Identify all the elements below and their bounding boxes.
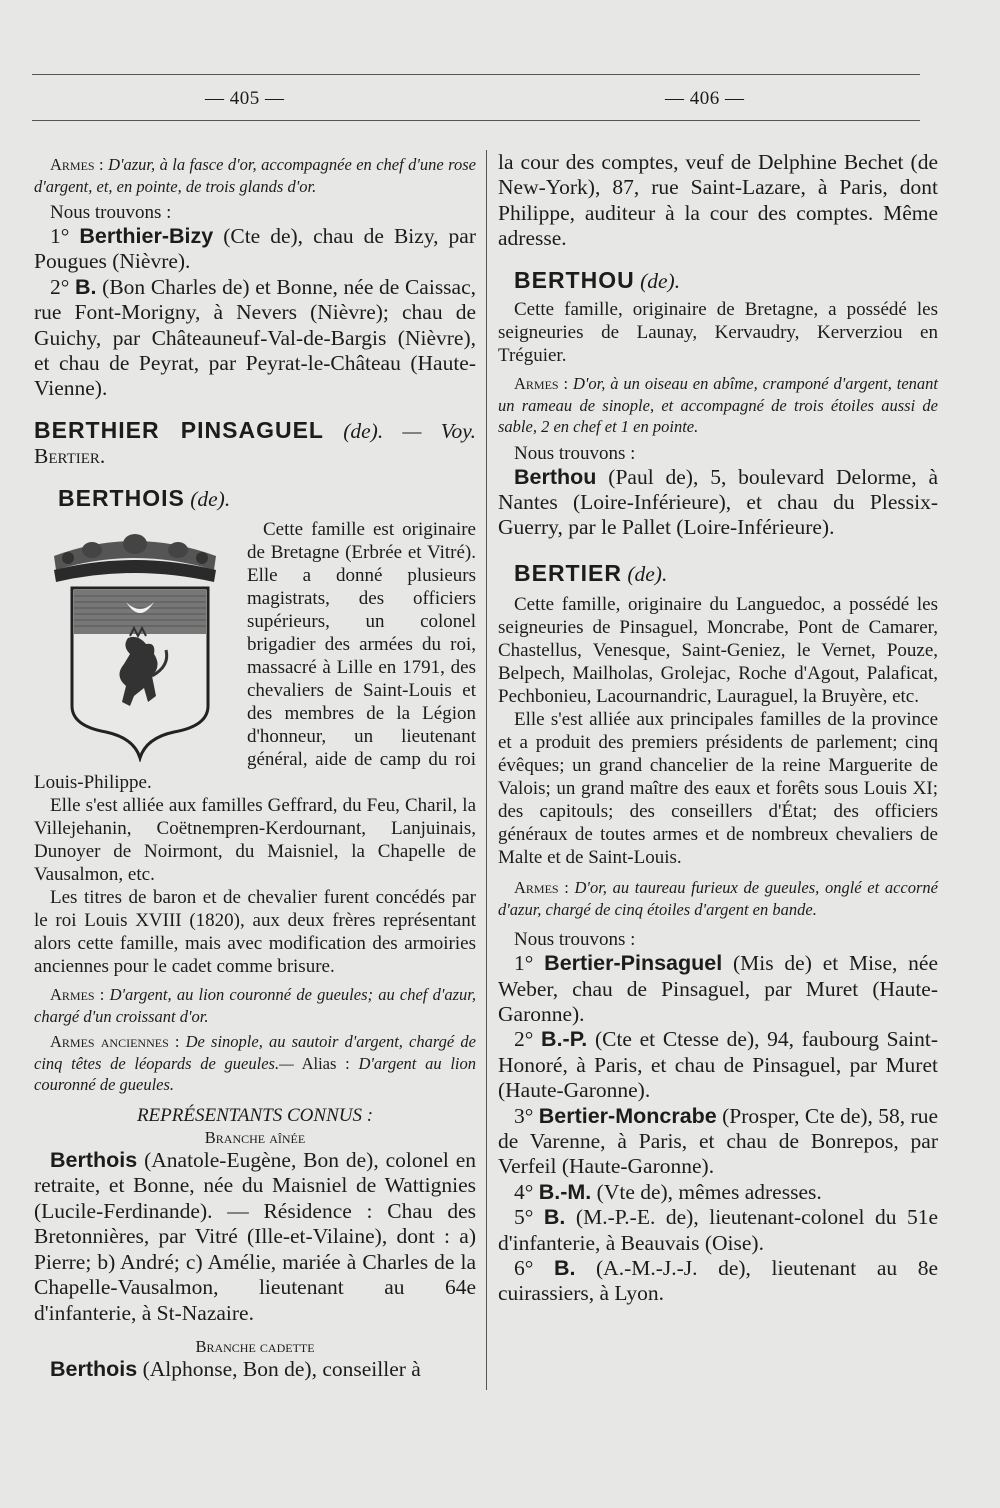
heading-particle: (de). [627, 561, 668, 586]
arms-entry [34, 154, 476, 197]
arms-text: D'azur, à la fasce d'or, accompagnée en chef d'une rose d'argent, et, en pointe, de trois glands d'or. [34, 155, 476, 196]
pinsaguel-entry [34, 418, 476, 470]
heading-particle: (de). [190, 486, 231, 511]
entry-number: 1° [514, 951, 534, 976]
arms-label: Armes : [50, 985, 105, 1005]
bertier-entry-1 [498, 951, 938, 1027]
bertier-heading-line [498, 561, 938, 587]
section-heading: BERTHOU [514, 266, 635, 293]
arms-text: D'or, à un oiseau en abîme, cramponé d'argent, tenant un rameau de sinople, et accompagné de trois étoiles aussi de sable, 2 en chef et 1 en pointe. [498, 374, 939, 437]
entry-number: 6° [514, 1256, 534, 1281]
entry-text: (Cte et Ctesse de), 94, faubourg Saint-Honoré, à Paris, et chau de Pinsaguel, par Muret (Haute-Garonne). [498, 1027, 938, 1103]
entry-name: B.-M. [538, 1179, 592, 1204]
arms-entry-2 [34, 984, 476, 1027]
berthois-paragraph-3: Les titres de baron et de chevalier furent concédés par le roi Louis XVIII (1820), aux deux frères représentant alors cette famille, mais avec modification des armoiries anciennes pour le cadet comme brisure. [34, 887, 476, 978]
entry-text: (Mis de) et Mise, née Weber, chau de Pinsaguel, par Muret (Haute-Garonne). [498, 951, 939, 1026]
arms-label: Armes : [514, 878, 569, 898]
entry-text: (Paul de), 5, boulevard Delorme, à Nantes (Loire-Inférieure), et chau du Plessix-Guerry, par le Pallet (Loire-Inférieure). [498, 464, 938, 540]
bertier-entry-3 [498, 1104, 938, 1180]
entry-name: B. [553, 1256, 576, 1281]
coat-of-arms-icon [34, 526, 239, 762]
page-number-left: — 405 — [205, 88, 285, 109]
branche-ainee-entry [34, 1148, 476, 1326]
entry-text: (Alphonse, Bon de), conseiller à [142, 1357, 421, 1382]
entry-text: (A.-M.-J.-J. de), lieutenant au 8e cuirassiers, à Lyon. [498, 1256, 939, 1306]
entry-name: B. [543, 1205, 566, 1230]
entry-number: 4° [514, 1179, 534, 1204]
bertier-entry-6 [498, 1256, 938, 1307]
arms-label: Armes anciennes : [50, 1032, 180, 1052]
entry-text: (Prosper, Cte de), 58, rue de Varenne, à Paris, et chau de Bonrepos, par Verfeil (Haute-Garonne). [498, 1103, 938, 1179]
entry-text: (Anatole-Eugène, Bon de), colonel en retraite, et Bonne, née du Maisniel de Wattignies (Lucile-Ferdinande). — Résidence : Chau des Bretonnières, par Vitré (Ille-et-Vilaine), dont : a) Pierre; b) André; c) Amélie, mariée à Charles de la Chapelle-Vausalmon, lieutenant au 64e d'infanterie, à St-Nazaire. [34, 1148, 477, 1325]
top-rule [32, 74, 920, 75]
representants-heading: REPRÉSENTANTS CONNUS : [136, 1104, 374, 1126]
entry-name: Bertier-Moncrabe [538, 1103, 717, 1128]
entry-text: (Vte de), mêmes adresses. [596, 1179, 822, 1204]
arms-text: De sinople, au sautoir d'argent, chargé de cinq têtes de léopards de gueules.— [34, 1032, 476, 1073]
entry-2 [34, 275, 476, 402]
entry-number: 2° [514, 1027, 534, 1052]
arms-label: Armes : [514, 374, 569, 394]
entry-number: 5° [514, 1205, 534, 1230]
bertier-paragraph-1: Cette famille, originaire du Languedoc, a possédé les seigneuries de Pinsaguel, Moncrabe, Pont de Camarer, Chastellus, Venesque, Saint-Geniez, le Vernet, Pouze, Belpech, Mailholas, Grolejac, Roche d'Agout, Palaficat, Pechbonieu, Lacournandric, Lauraguel, la Bruyère, etc. [498, 594, 938, 708]
entry-number: 1° [50, 224, 70, 248]
arms-entry-3 [34, 1031, 476, 1096]
berthou-heading-line [498, 268, 938, 294]
cross-reference: Bertier. [34, 444, 106, 469]
continued-text: la cour des comptes, veuf de Delphine Bechet (de New-York), 87, rue Saint-Lazare, à Paris, dont Philippe, auditeur à la cour des comptes. Même adresse. [498, 150, 938, 251]
page-number-right: — 406 — [665, 88, 745, 109]
entry-name: B.-P. [541, 1027, 588, 1052]
entry-number: 2° [50, 274, 70, 299]
bertier-arms [498, 877, 938, 920]
arms-label: Armes : [50, 155, 104, 174]
nous-trouvons: Nous trouvons : [50, 202, 172, 223]
voir-label: Voy. [440, 418, 477, 443]
entry-number: 3° [514, 1103, 534, 1128]
entry-name: Berthier-Bizy [79, 224, 214, 248]
column-divider [486, 150, 487, 1390]
berthois-paragraph-2: Elle s'est alliée aux familles Geffrard, du Feu, Charil, la Villejehanin, Coëtnempren-Kerdournant, Lanjuinais, Dunoyer de Noirmont, du Maisniel, la Chapelle de Vausalmon, etc. [34, 795, 476, 886]
heading-particle: (de). [640, 268, 681, 293]
arms-text: D'or, au taureau furieux de gueules, onglé et accorné d'azur, chargé de cinq étoiles d'argent en bande. [498, 878, 938, 919]
branche-cadette-entry [34, 1357, 476, 1382]
entry-name: B. [75, 274, 97, 299]
berthou-entry [498, 465, 938, 541]
bertier-entry-2 [498, 1027, 938, 1103]
heading-particle: (de). — [343, 418, 422, 443]
arms-text-alias: D'argent au lion couronné de gueules. [34, 1053, 476, 1095]
entry-1 [34, 224, 476, 275]
section-heading: BERTIER [514, 559, 622, 586]
alias-label: Alias : [301, 1053, 350, 1073]
entry-name: Berthois [50, 1148, 138, 1173]
bertier-paragraph-2: Elle s'est alliée aux principales familles de la province et a produit des premiers présidents de parlement; cinq évêques; un grand chancelier de la reine Marguerite de Valois; un grand maître des eaux et forêts sous Louis XI; des capitouls; des conseillers d'État; des officiers généraux de toutes armes et de nombreux chevaliers de Malte et de Saint-Louis. [498, 709, 938, 869]
berthou-arms [498, 373, 938, 438]
berthois-heading-line [34, 486, 476, 512]
right-column [498, 150, 938, 1307]
entry-text: (Bon Charles de) et Bonne, née de Caissac, rue Font-Morigny, à Nevers (Nièvre); chau de Guichy, par Châteauneuf-Val-de-Bargis (Nièvre), et chau de Peyrat, par Peyrat-le-Château (Haute-Vienne). [34, 274, 477, 401]
bertier-entry-4 [498, 1180, 938, 1205]
entry-text: (M.-P.-E. de), lieutenant-colonel du 51e d'infanterie, à Beauvais (Oise). [498, 1205, 939, 1255]
section-heading: BERTHOIS [58, 484, 185, 511]
berthois-body [34, 518, 476, 886]
berthou-paragraph: Cette famille, originaire de Bretagne, a possédé les seigneuries de Launay, Kervaudry, Kerverziou en Tréguier. [498, 299, 938, 367]
left-column [34, 150, 476, 1383]
arms-text: D'argent, au lion couronné de gueules; au chef d'azur, chargé d'un croissant d'or. [34, 985, 476, 1026]
bertier-entry-5 [498, 1205, 938, 1256]
entry-name: Berthois [50, 1357, 138, 1382]
header-rule [32, 120, 920, 121]
section-heading: BERTHIER PINSAGUEL [34, 416, 324, 443]
nous-trouvons-2: Nous trouvons : [514, 929, 636, 951]
branche-cadette-heading: Branche cadette [195, 1336, 315, 1356]
entry-name: Bertier-Pinsaguel [544, 951, 723, 976]
entry-name: Berthou [514, 464, 597, 489]
entry-text: (Cte de), chau de Bizy, par Pougues (Nièvre). [34, 224, 477, 274]
berthois-paragraph-1: Cette famille est originaire de Bretagne (Erbrée et Vitré). Elle a donné plusieurs magistrats, des officiers supérieurs, un colonel brigadier des armées du roi, massacré à Lille en 1791, des chevaliers de Saint-Louis et des membres de la Légion d'honneur, un lieutenant général, aide de camp du roi Louis-Philippe. [34, 519, 476, 794]
nous-trouvons: Nous trouvons : [514, 442, 636, 464]
branche-ainee-heading: Branche aînée [204, 1127, 306, 1147]
